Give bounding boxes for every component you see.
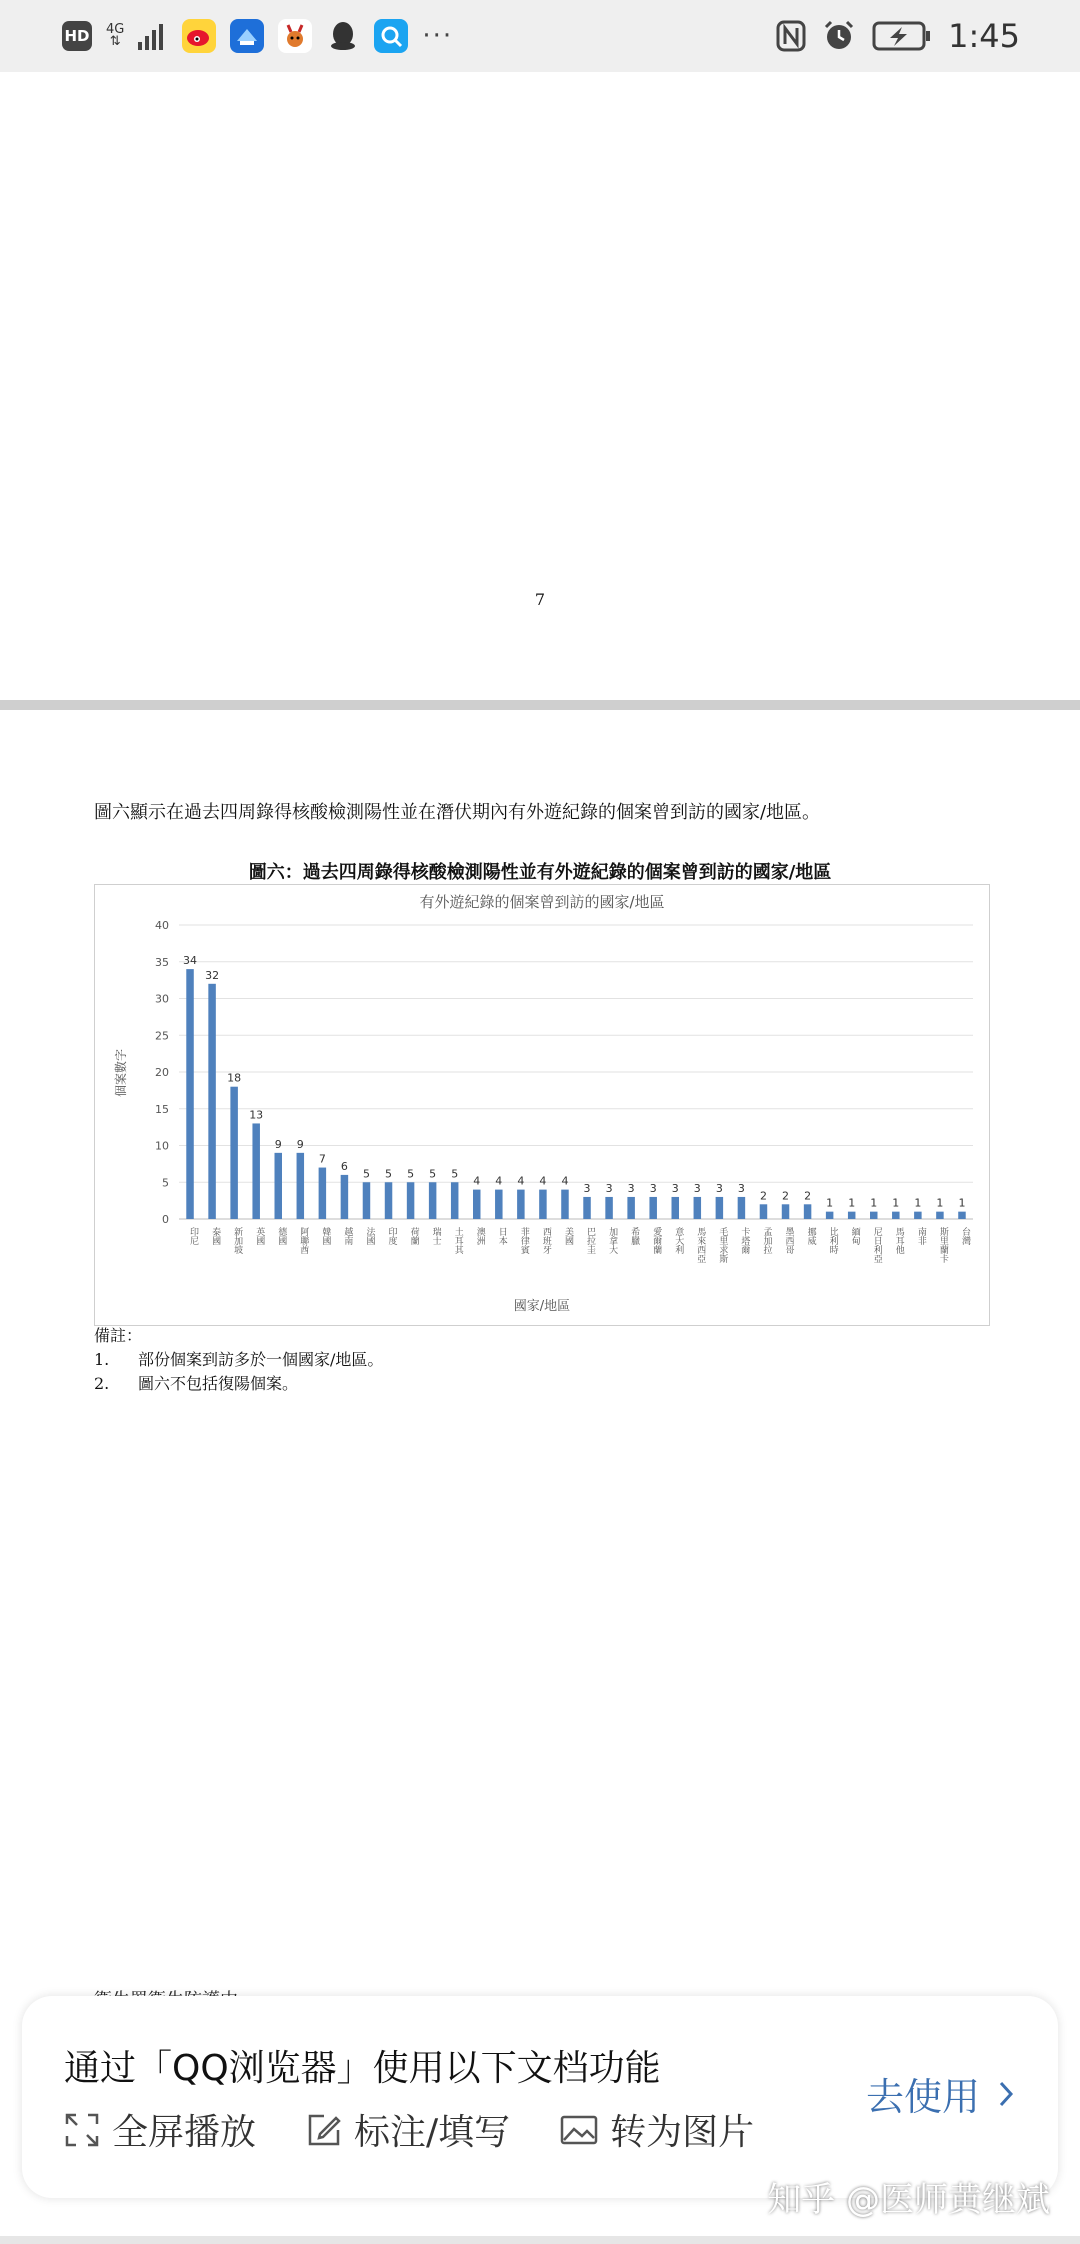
prompt-title: 通过「QQ浏览器」使用以下文档功能 — [64, 2048, 661, 2089]
y-tick-label: 5 — [162, 1176, 169, 1190]
bar — [804, 1204, 811, 1219]
data-label: 5 — [429, 1167, 437, 1181]
data-label: 1 — [848, 1196, 856, 1210]
x-tick-label: 土耳其 — [452, 1227, 463, 1254]
bar — [495, 1190, 502, 1219]
paragraph-text: 圖六顯示在過去四周錄得核酸檢測陽性並在潛伏期內有外遊紀錄的個案曾到訪的國家/地區。 — [94, 802, 821, 823]
x-tick-label: 瑞士 — [430, 1227, 441, 1245]
data-label: 4 — [473, 1174, 481, 1188]
bar — [848, 1212, 855, 1219]
y-tick-label: 40 — [155, 919, 169, 932]
data-label: 2 — [804, 1189, 812, 1203]
data-label: 3 — [671, 1181, 679, 1195]
y-tick-label: 10 — [155, 1139, 169, 1153]
bar — [561, 1190, 568, 1219]
bar — [451, 1182, 458, 1219]
x-tick-label: 孟加拉 — [761, 1227, 772, 1254]
chevron-right-icon — [998, 2080, 1014, 2108]
data-label: 9 — [296, 1137, 304, 1151]
x-tick-label: 希臘 — [629, 1227, 640, 1245]
bar — [605, 1197, 612, 1219]
data-label: 4 — [495, 1174, 503, 1188]
y-tick-label: 25 — [155, 1029, 169, 1043]
bar — [517, 1190, 524, 1219]
qq-browser-icon — [374, 19, 408, 53]
bar — [627, 1197, 634, 1219]
data-label: 5 — [385, 1167, 393, 1181]
x-tick-label: 巴拉圭 — [585, 1227, 596, 1254]
bar — [958, 1212, 965, 1219]
data-label: 5 — [451, 1167, 459, 1181]
bar — [649, 1197, 656, 1219]
data-label: 4 — [517, 1174, 525, 1188]
x-tick-label: 印尼 — [188, 1227, 199, 1245]
bar — [892, 1212, 899, 1219]
status-bar — [0, 0, 1080, 72]
annotate-label: 标注/填写 — [354, 2112, 511, 2153]
data-label: 6 — [340, 1159, 348, 1173]
network-label: 4G — [106, 22, 125, 37]
x-tick-label: 越南 — [342, 1227, 353, 1245]
signal-icon — [138, 22, 168, 50]
y-tick-label: 35 — [155, 955, 169, 969]
page-separator — [0, 700, 1080, 710]
convert-label: 转为图片 — [610, 2112, 755, 2153]
y-axis-ticks — [155, 919, 169, 1226]
clock: 1:45 — [948, 17, 1020, 55]
fullscreen-icon — [64, 2112, 100, 2148]
x-tick-label: 法國 — [364, 1227, 375, 1245]
bar — [385, 1182, 392, 1219]
alarm-icon — [822, 19, 856, 53]
bar — [297, 1153, 304, 1219]
go-use-label: 去使用 — [865, 2075, 980, 2119]
deer-app-icon — [278, 19, 312, 53]
data-label: 2 — [782, 1189, 790, 1203]
data-label: 1 — [936, 1196, 944, 1210]
bar — [319, 1168, 326, 1219]
data-label: 7 — [318, 1152, 326, 1166]
qq-icon — [326, 19, 360, 53]
x-tick-label: 意大利 — [673, 1227, 684, 1254]
x-tick-label: 日本 — [496, 1227, 507, 1245]
x-tick-label: 尼日利亞 — [871, 1227, 882, 1263]
hd-badge: HD — [62, 21, 92, 51]
go-use-button[interactable] — [866, 2066, 1014, 2121]
x-tick-label: 韓國 — [320, 1227, 331, 1245]
bar — [672, 1197, 679, 1219]
x-tick-label: 印度 — [386, 1227, 397, 1245]
x-tick-label: 西班牙 — [540, 1227, 551, 1254]
bar — [914, 1212, 921, 1219]
autohome-icon — [230, 19, 264, 53]
x-tick-label: 卡塔爾 — [739, 1227, 750, 1254]
battery-charging-icon — [872, 20, 932, 52]
x-tick-label: 緬甸 — [849, 1227, 860, 1245]
data-label: 3 — [627, 1181, 635, 1195]
data-label: 3 — [715, 1181, 723, 1195]
data-label: 9 — [274, 1137, 282, 1151]
data-label: 34 — [183, 954, 198, 968]
data-arrows-icon: ⇅ — [109, 34, 121, 49]
status-right — [776, 16, 1020, 56]
bar — [429, 1182, 436, 1219]
qq-browser-prompt-card[interactable] — [22, 1996, 1058, 2198]
bar — [583, 1197, 590, 1219]
page-number: 7 — [534, 590, 546, 609]
data-label: 3 — [583, 1181, 591, 1195]
y-tick-label: 15 — [155, 1102, 169, 1116]
nfc-icon — [776, 20, 806, 52]
x-tick-label: 泰國 — [210, 1227, 221, 1245]
x-tick-label: 毛里求斯 — [717, 1227, 728, 1263]
note-number: 2. — [94, 1374, 110, 1393]
data-label: 3 — [737, 1181, 745, 1195]
bar — [738, 1197, 745, 1219]
note-item — [94, 1372, 383, 1396]
annotate-button[interactable] — [306, 2104, 510, 2155]
y-tick-label: 30 — [155, 992, 169, 1006]
bar — [870, 1212, 877, 1219]
bar — [539, 1190, 546, 1219]
bar — [782, 1204, 789, 1219]
chart-bars — [186, 969, 965, 1219]
data-label: 1 — [892, 1196, 900, 1210]
feature-actions — [64, 2104, 754, 2155]
x-tick-label: 荷蘭 — [408, 1227, 419, 1245]
bar — [936, 1212, 943, 1219]
x-tick-label: 阿聯酋 — [298, 1227, 309, 1254]
bar — [473, 1190, 480, 1219]
bottom-bar — [0, 2236, 1080, 2244]
fullscreen-button[interactable] — [64, 2104, 256, 2155]
data-label: 4 — [539, 1174, 547, 1188]
data-label: 1 — [870, 1196, 878, 1210]
x-tick-label: 愛爾蘭 — [651, 1227, 662, 1254]
bar — [694, 1197, 701, 1219]
bar — [230, 1087, 237, 1219]
x-tick-label: 南非 — [915, 1227, 926, 1245]
x-tick-label: 美國 — [562, 1227, 573, 1245]
bar — [341, 1175, 348, 1219]
bar — [716, 1197, 723, 1219]
data-label: 3 — [605, 1181, 613, 1195]
x-tick-label: 澳洲 — [474, 1227, 485, 1245]
network-indicator — [106, 24, 124, 48]
data-label: 4 — [561, 1174, 569, 1188]
x-tick-label: 加拿大 — [607, 1227, 618, 1254]
bar — [407, 1182, 414, 1219]
note-text: 圖六不包括復陽個案。 — [138, 1374, 299, 1393]
overflow-dots: ··· — [422, 21, 454, 51]
data-label: 32 — [205, 968, 220, 982]
data-label: 3 — [649, 1181, 657, 1195]
data-label: 1 — [958, 1196, 966, 1210]
x-tick-label: 菲律賓 — [518, 1227, 529, 1254]
x-tick-label: 台灣 — [959, 1227, 970, 1245]
data-label: 3 — [693, 1181, 701, 1195]
x-tick-label: 墨西哥 — [783, 1227, 794, 1254]
bar — [208, 984, 215, 1219]
notes-heading: 備註： — [94, 1326, 143, 1345]
weibo-icon — [182, 19, 216, 53]
x-axis-label: 國家/地區 — [513, 1299, 571, 1314]
chart-container — [94, 884, 990, 1326]
note-text: 部份個案到訪多於一個國家/地區。 — [138, 1350, 384, 1369]
x-tick-label: 挪威 — [805, 1227, 816, 1245]
x-tick-label: 新加坡 — [232, 1227, 243, 1254]
x-tick-label: 馬耳他 — [893, 1227, 904, 1254]
x-tick-label: 馬來西亞 — [695, 1227, 706, 1263]
status-left — [62, 16, 453, 56]
y-tick-label: 0 — [162, 1213, 169, 1226]
data-label: 1 — [826, 1196, 834, 1210]
data-label: 5 — [362, 1167, 370, 1181]
watermark: 知乎 @医师黄继斌 — [767, 2180, 1050, 2220]
convert-to-image-button[interactable] — [560, 2104, 754, 2155]
x-tick-label: 德國 — [276, 1227, 287, 1245]
bar — [363, 1182, 370, 1219]
notes — [94, 1324, 383, 1396]
y-axis-label: 個案數字 — [114, 1048, 128, 1098]
chart-title: 有外遊紀錄的個案曾到訪的國家/地區 — [419, 893, 665, 911]
bar — [186, 969, 193, 1219]
x-tick-label: 比利時 — [827, 1227, 838, 1254]
data-label: 18 — [227, 1071, 242, 1085]
bar — [252, 1123, 259, 1219]
note-item — [94, 1348, 383, 1372]
figure-title: 圖六：過去四周錄得核酸檢測陽性並有外遊紀錄的個案曾到訪的國家/地區 — [248, 862, 832, 883]
x-tick-label: 斯里蘭卡 — [937, 1227, 948, 1263]
bar — [760, 1204, 767, 1219]
data-label: 13 — [249, 1108, 264, 1122]
data-label: 1 — [914, 1196, 922, 1210]
bar — [275, 1153, 282, 1219]
fullscreen-label: 全屏播放 — [112, 2112, 257, 2153]
image-icon — [560, 2112, 598, 2148]
note-number: 1. — [94, 1350, 110, 1369]
y-tick-label: 20 — [155, 1066, 169, 1079]
document-page-7[interactable] — [0, 72, 1080, 700]
bar — [826, 1212, 833, 1219]
data-label: 5 — [407, 1167, 415, 1181]
x-axis-ticks — [188, 1226, 970, 1264]
edit-icon — [306, 2112, 342, 2148]
x-tick-label: 英國 — [254, 1227, 265, 1245]
data-label: 2 — [759, 1189, 767, 1203]
bar-chart — [95, 885, 989, 1325]
